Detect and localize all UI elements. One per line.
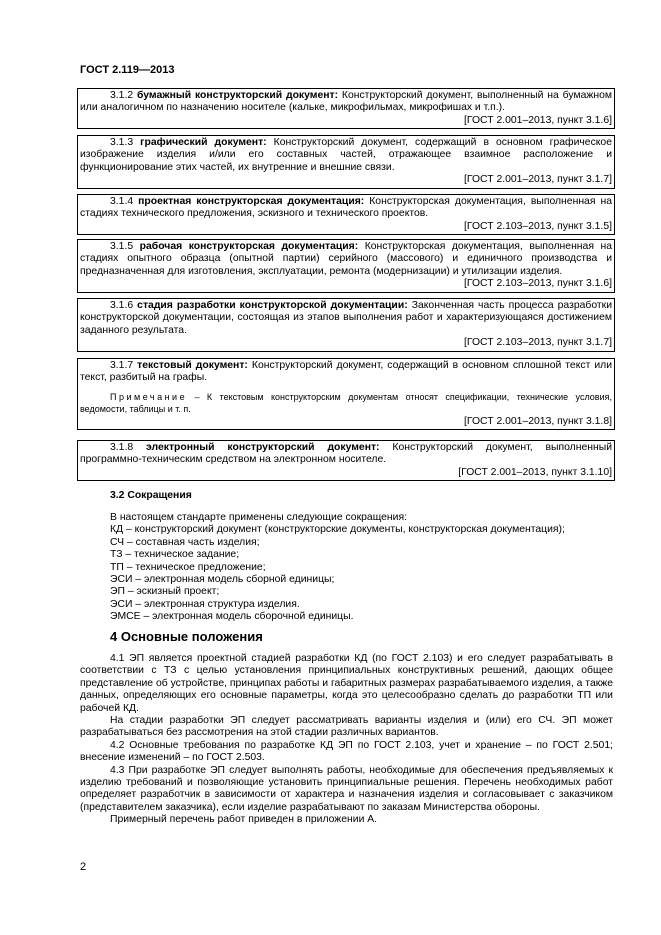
abbreviation-item: КД – конструкторский документ (конструкторские документы, конструкторская документация); <box>110 524 565 536</box>
definition-text: 3.1.5 рабочая конструкторская документация: Конструкторская документация, выполненная на стадиях опытного образца (опытной партии) серийного (массового) и единичного производства и предназначенная для изготовления, эксплуатации, ремонта (модернизации) и утилизации изделия. <box>80 241 613 277</box>
definition-box-3-1-5 <box>77 239 615 293</box>
definition-term: стадия разработки конструкторской документации: <box>137 300 408 311</box>
paragraph: На стадии разработки ЭП следует рассматривать варианты изделия и (или) его СЧ. ЭП может разрабатываться без рассмотрения на этой стадии различных вариантов. <box>80 715 613 739</box>
definition-reference: [ГОСТ 2.001–2013, пункт 3.1.8] <box>464 415 612 427</box>
paragraph: 4.3 При разработке ЭП следует выполнять работы, необходимые для обеспечения предъявляемых к изделию требований и позволяющие установить принципиальные решения. Перечень необходимых работ определяет разработчик в зависимости от характера и назначения изделия и согласовывает с заказчиком (представителем заказчика), если изделие разрабатывают по заказам Министерства обороны. <box>80 764 613 813</box>
paragraph: Примерный перечень работ приведен в приложении А. <box>110 814 378 826</box>
abbreviation-item: ТЗ – техническое задание; <box>110 549 240 561</box>
definition-text: 3.1.8 электронный конструкторский документ: Конструкторский документ, выполненный программно-техническим средством на электронном носителе. <box>80 442 612 466</box>
definition-term: текстовый документ: <box>137 360 248 371</box>
definition-box-3-1-2 <box>77 88 615 129</box>
definition-box-3-1-6 <box>77 298 615 352</box>
definition-text: 3.1.3 графический документ: Конструкторский документ, содержащий в основном графическое изображение изделия и/или его составных частей, отражающее взаимное расположение и функционирование этих частей, их внутренние и внешние связи. <box>80 137 612 173</box>
definition-note: Примечание – К текстовым конструкторским документам относят спецификации, технические условия, ведомости, таблицы и т. п. <box>80 391 612 415</box>
definition-term: проектная конструкторская документация: <box>138 196 365 207</box>
definition-text: 3.1.7 текстовый документ: Конструкторский документ, содержащий в основном сплошной текст или текст, разбитый на графы. <box>80 360 613 384</box>
definition-text: 3.1.4 проектная конструкторская документация: Конструкторская документация, выполненная на стадиях технического предложения, эскизного и технического проектов. <box>80 196 612 220</box>
abbreviations-heading: 3.2 Сокращения <box>110 490 192 501</box>
definition-reference: [ГОСТ 2.001–2013, пункт 3.1.6] <box>464 114 612 126</box>
definition-reference: [ГОСТ 2.103–2013, пункт 3.1.5] <box>464 220 612 232</box>
definition-reference: [ГОСТ 2.001–2013, пункт 3.1.7] <box>464 174 612 186</box>
definition-term: графический документ: <box>140 137 267 148</box>
abbreviation-item: ЭМСЕ – электронная модель сборочной единицы. <box>110 611 354 623</box>
definition-reference: [ГОСТ 2.103–2013, пункт 3.1.6] <box>464 278 612 290</box>
definition-term: рабочая конструкторская документация: <box>139 241 359 252</box>
definition-box-3-1-8 <box>77 440 615 481</box>
abbreviation-item: ЭП – эскизный проект; <box>110 586 220 598</box>
abbreviation-item: ЭСИ – электронная структура изделия. <box>110 598 300 610</box>
paragraph: 4.2 Основные требования по разработке КД ЭП по ГОСТ 2.103, учет и хранение – по ГОСТ 2.501; внесение изменений – по ГОСТ 2.503. <box>80 739 613 764</box>
page-number: 2 <box>80 861 87 873</box>
definition-box-3-1-4 <box>77 194 615 235</box>
note-label: Примечание <box>110 391 188 402</box>
definition-text: 3.1.2 бумажный конструкторский документ: Конструкторский документ, выполненный на бумажном или аналогичном по назначению носителе (кальке, микрофильмах, микрофишах и т.п.). <box>80 90 612 114</box>
definition-term: электронный конструкторский документ: <box>146 442 380 453</box>
definition-reference: [ГОСТ 2.103–2013, пункт 3.1.7] <box>464 337 612 349</box>
definition-term: бумажный конструкторский документ: <box>136 90 339 101</box>
abbreviation-item: ЭСИ – электронная модель сборной единицы; <box>110 574 335 586</box>
abbreviation-item: ТП – техническое предложение; <box>110 561 266 573</box>
abbreviations-intro: В настоящем стандарте применены следующие сокращения: <box>110 512 407 523</box>
section-heading: 4 Основные положения <box>110 629 263 644</box>
document-header: ГОСТ 2.119—2013 <box>80 64 175 76</box>
definition-box-3-1-3 <box>77 135 615 189</box>
paragraph: 4.1 ЭП является проектной стадией разработки КД (по ГОСТ 2.103) и его следует разрабатывать в соответствии с ТЗ с целью установления принципиальных конструктивных решений, дающих общее представление об устройстве, принципах работы и габаритных размерах разрабатываемого изделия, а также данных, определяющих его основные параметры, когда это целесообразно сделать до разработки ТП или рабочей КД. <box>80 653 613 714</box>
abbreviation-item: СЧ – составная часть изделия; <box>110 536 260 548</box>
abbreviations-list <box>110 512 565 624</box>
definition-text: 3.1.6 стадия разработки конструкторской документации: Законченная часть процесса разработки конструкторской документации, состоящая из этапов выполнения работ и характеризующаяся достижением заданного результата. <box>80 300 613 336</box>
definition-box-3-1-7 <box>77 358 615 430</box>
section-body <box>80 653 613 827</box>
definition-reference: [ГОСТ 2.001–2013, пункт 3.1.10] <box>458 466 612 478</box>
